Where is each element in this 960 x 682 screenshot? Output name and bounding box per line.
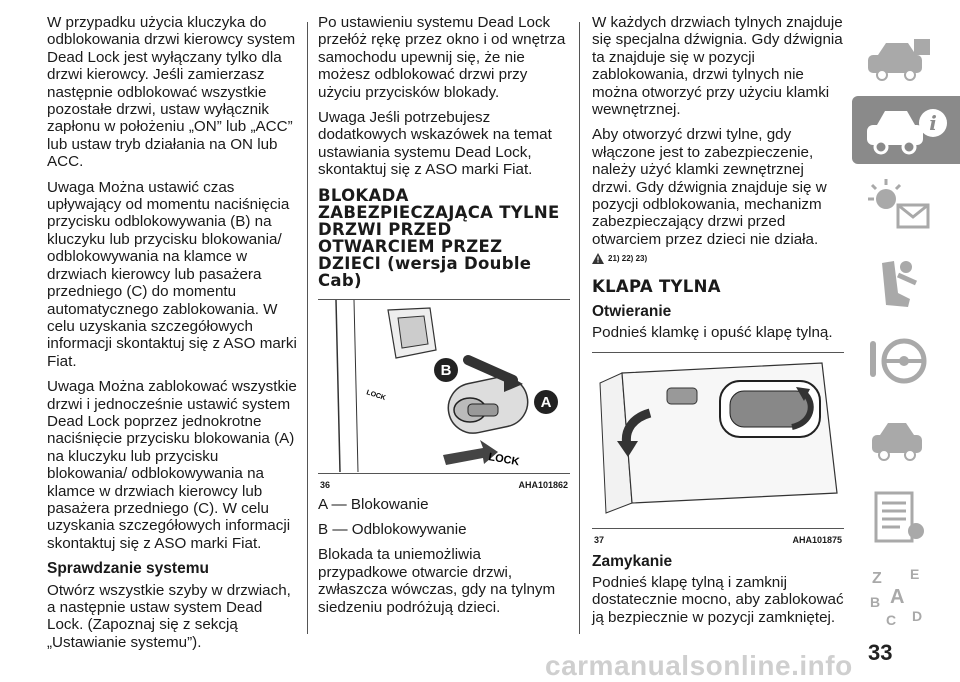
section-heading: Zamykanie [592,552,673,570]
car-specs-icon [864,487,934,547]
legend-a: A — Blokowanie [318,495,429,513]
figure-code: AHA101862 [518,479,568,490]
svg-text:D: D [912,608,923,624]
svg-text:A: A [890,586,905,608]
car-breakdown-icon [864,409,934,469]
car-info-icon [864,35,934,85]
note-paragraph: Uwaga Jeśli potrzebujesz dodatkowych wskazówek na temat ustawiania systemu Dead Lock, skontaktuj się z ASO marki Fiat. [318,109,552,179]
lock-label: LOCK [487,450,521,469]
warning-refs: 21) 22) 23) [608,254,648,264]
note-paragraph: Uwaga Można ustawić czas upływający od momentu naciśnięcia przycisku odblokowywania (B) na kluczyku lub przycisku blokowania/ odblokowywania na klamce w drzwiach kierowcy lub pasażera przedniego (C) do momentu automatycznego zablokowania. W celu uzyskania szczegółowych informacji skontaktuj się z ASO marki Fiat. [47,178,297,370]
watermark: carmanualsonline.info [545,650,853,681]
legend-b: B — Odblokowywanie [318,521,467,539]
airbag-seat-icon [864,253,934,313]
paragraph: W przypadku użycia kluczyka do odblokowania drzwi kierowcy system Dead Lock jest wyłączany tylko dla drzwi kierowcy. Jeśli zamierzasz następnie odblokować wszystkie pozostałe drzwi, ustaw wyłącznik zapłonu w położeniu „ON” lub „ACC” lub ustaw tryb działania na ON lub ACC. [47,14,296,171]
figure-caption [318,473,570,488]
sidebar-item-index[interactable] [856,560,942,632]
column-1 [47,14,299,659]
car-info-active-icon [861,103,951,157]
figure-number: 36 [320,479,331,490]
svg-text:B: B [870,594,881,610]
label-b: B [440,361,452,379]
index-abc-icon [864,563,934,629]
column-3 [592,14,844,634]
figure-caption [592,528,844,543]
figure-36 [318,299,570,488]
column-2 [318,14,570,624]
svg-text:Z: Z [872,570,882,587]
tailgate-illustration [592,353,844,527]
figure-number: 37 [594,534,605,545]
sidebar-item-warning-lights[interactable] [856,170,942,240]
label-a: A [540,393,552,411]
section-heading: Otwieranie [592,302,672,320]
figure-37 [592,352,844,543]
svg-text:i: i [929,111,937,135]
section-heading: Sprawdzanie systemu [47,560,209,578]
warning-triangle-icon [592,253,604,264]
paragraph: Podnieś klamkę i opuść klapę tylną. [592,324,833,342]
column-divider-2 [579,22,580,634]
chapter-sidebar [852,30,960,652]
paragraph: Blokada ta uniemożliwia przypadkowe otwarcie drzwi, zwłaszcza wówczas, gdy na tylnym siedzeniu podróżują dzieci. [318,546,556,616]
sidebar-item-safety[interactable] [856,248,942,318]
paragraph: Otwórz wszystkie szyby w drzwiach, a następnie ustaw system Dead Lock. (Zapoznaj się z sekcją „Ustawianie systemu”). [47,581,291,651]
note-paragraph: Uwaga Można zablokować wszystkie drzwi i jednocześnie ustawić system Dead Lock poprzez jednokrotne naciśnięcie przycisku blokowania (A) na kluczyku lub przycisku blokowania/ odblokowywania na klamce w drzwiach kierowcy lub pasażera przedniego (C). W celu uzyskania szczegółowych informacji skontaktuj się z ASO marki Fiat. [47,378,297,552]
sidebar-item-emergency[interactable] [856,404,942,474]
warning-lights-icon [864,175,934,235]
svg-text:C: C [886,612,897,628]
paragraph: Aby otworzyć drzwi tylne, gdy włączone jest to zabezpieczenie, należy użyć klamki zewnętrznej drzwi. Gdy dźwignia znajduje się w pozycji odblokowania, mechanizm zabezpieczający drzwi przed otwarciem przez dzieci nie działa. [592,126,827,248]
section-title: KLAPA TYLNA [592,276,721,296]
sidebar-item-driving[interactable] [856,326,942,396]
sidebar-item-car-info-active[interactable] [852,96,960,164]
steering-wheel-icon [864,331,934,391]
sidebar-item-car-info[interactable] [856,30,942,90]
child-lock-illustration [318,300,570,472]
column-divider-1 [307,22,308,634]
figure-code: AHA101875 [792,534,842,545]
section-title: BLOKADA ZABEZPIECZAJĄCA TYLNE DRZWI PRZED OTWARCIEM PRZEZ DZIECI (wersja Double Cab) [318,185,560,290]
svg-text:E: E [910,566,920,582]
warning-reference [592,250,844,267]
page-number: 33 [868,640,893,665]
sidebar-item-service[interactable] [856,482,942,552]
paragraph: Podnieś klapę tylną i zamknij dostatecznie mocno, aby zablokować ją bezpiecznie w pozycji zamkniętej. [592,573,844,626]
paragraph: W każdych drzwiach tylnych znajduje się specjalna dźwignia. Gdy dźwignia ta znajduje się w pozycji zablokowania, drzwi tylnych nie można otworzyć przy użyciu klamki wewnętrznej. [592,14,843,119]
svg-text:LOCK: LOCK [365,388,387,402]
paragraph: Po ustawieniu systemu Dead Lock przełóż rękę przez okno i od wnętrza samochodu upewnij się, że nie możesz odblokować drzwi przy użyciu przycisków blokady. [318,14,566,101]
